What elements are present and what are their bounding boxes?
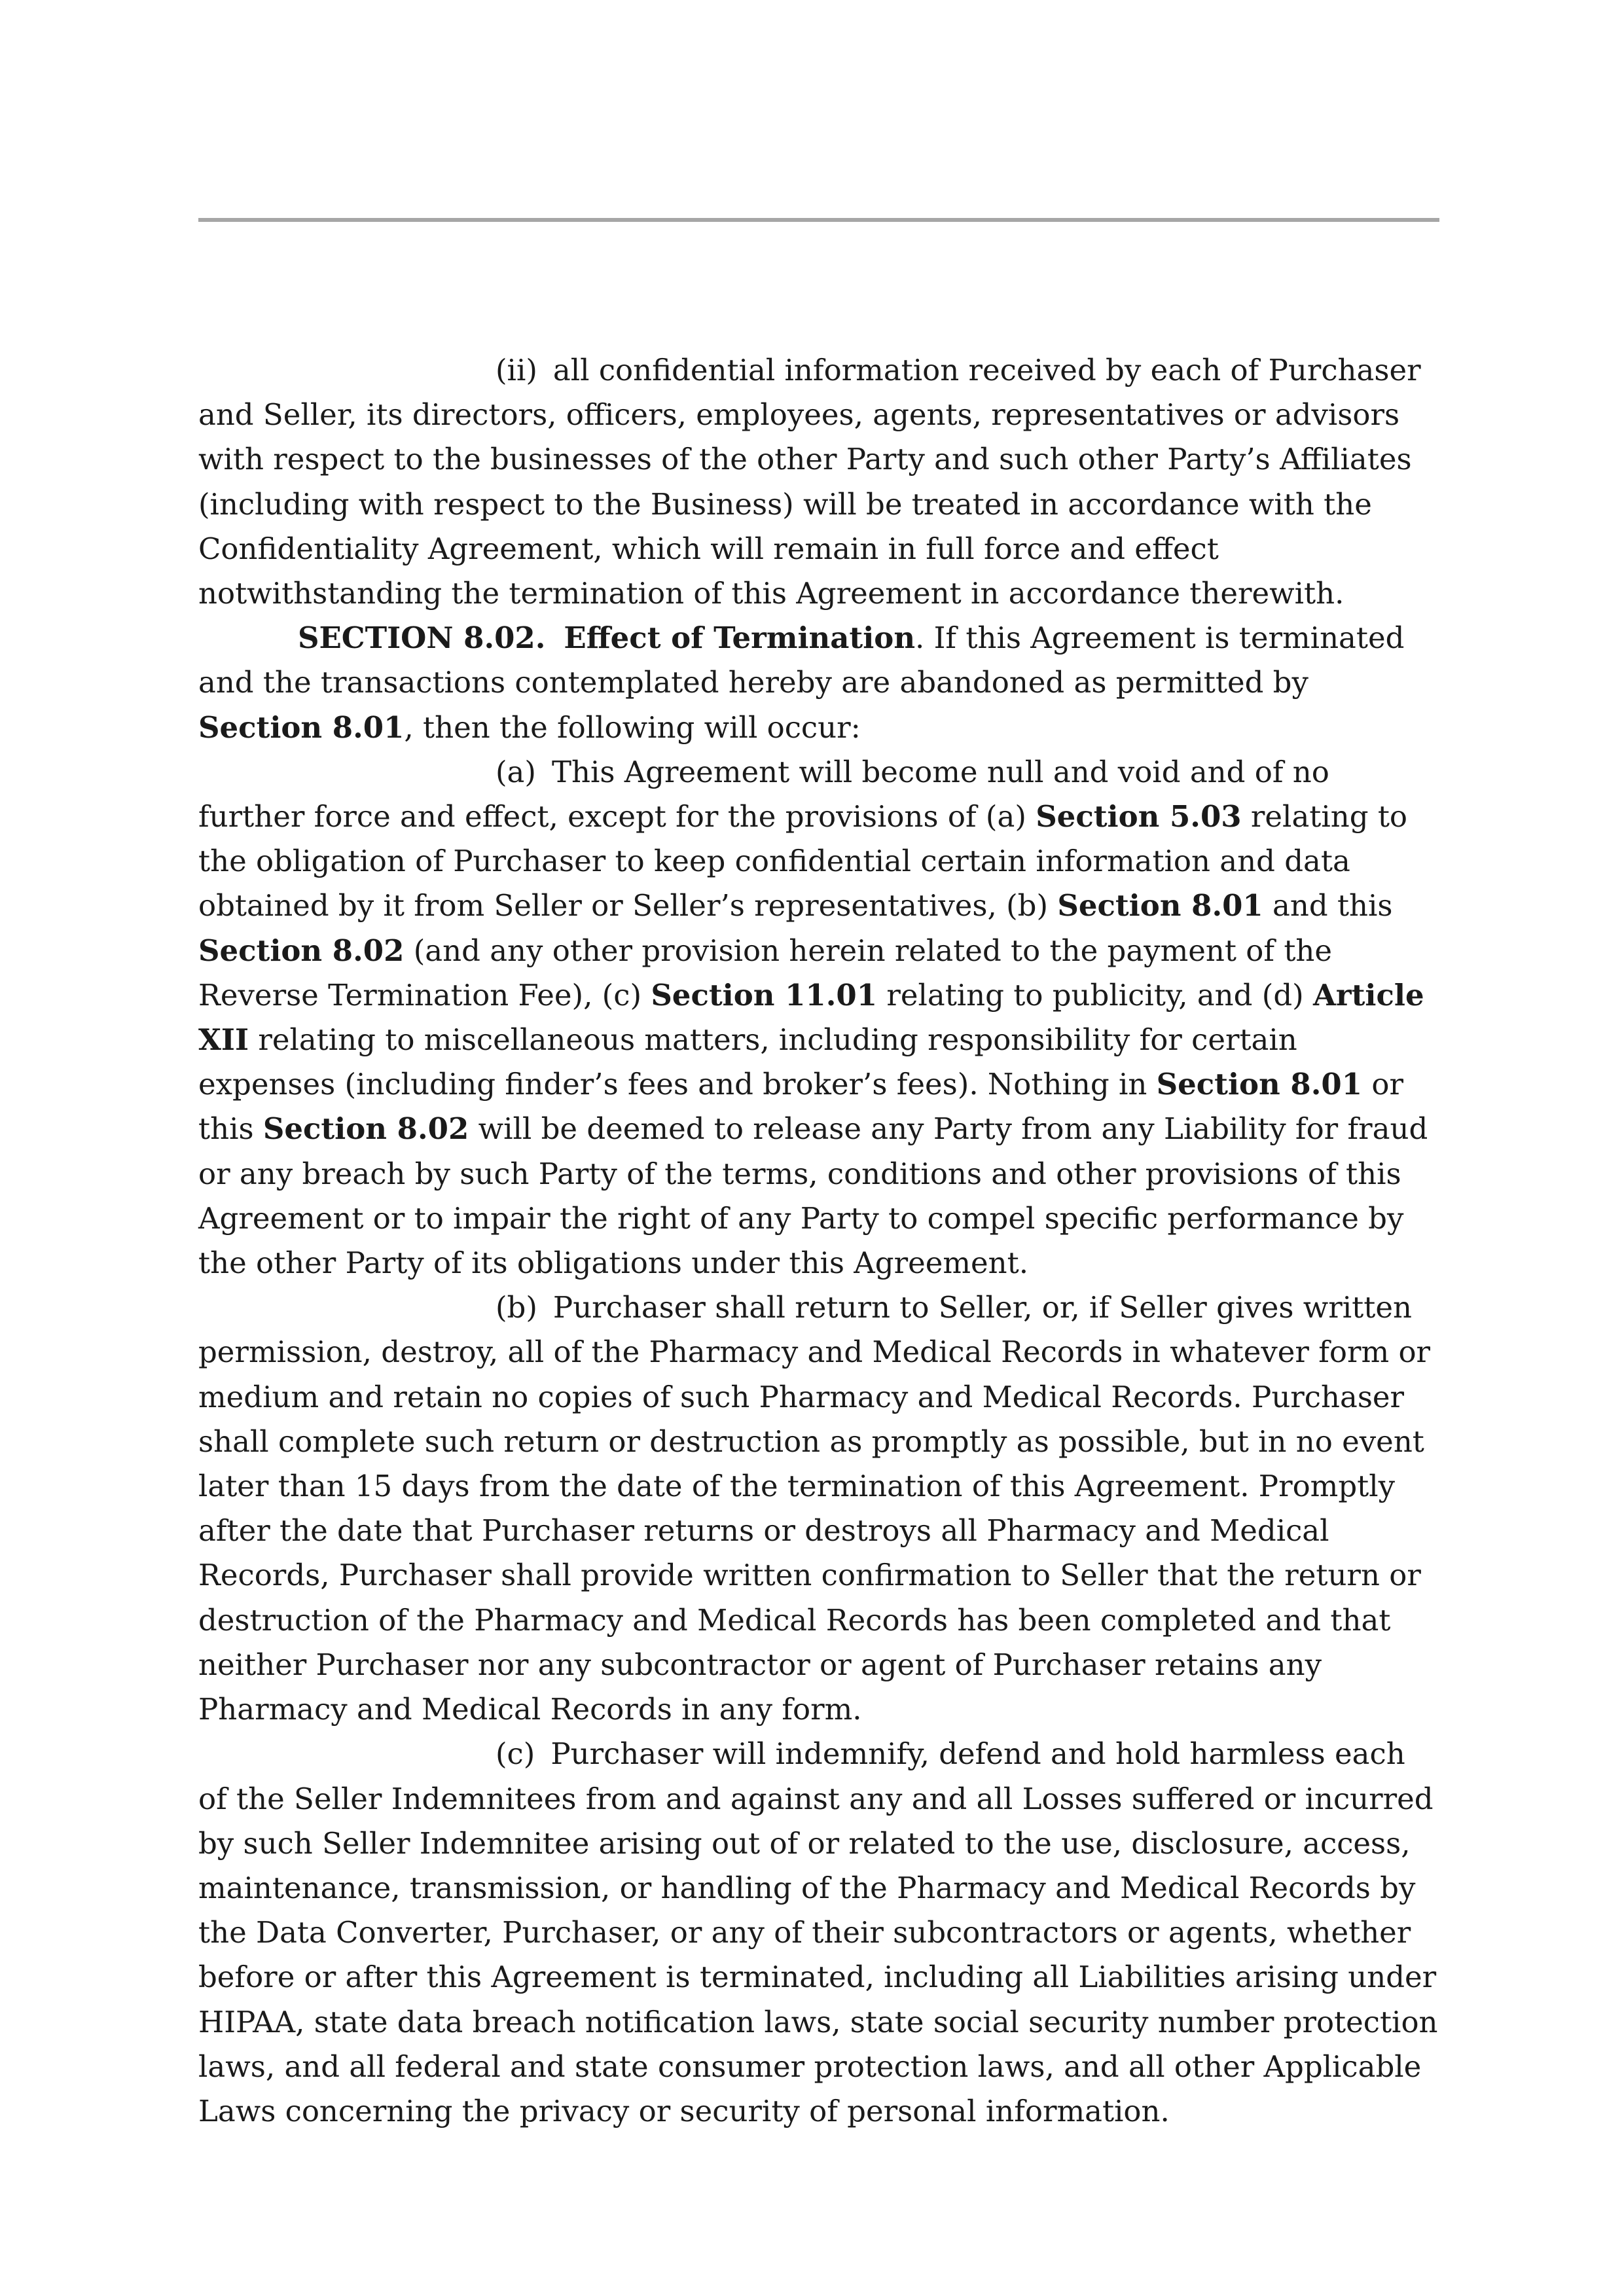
clause-b-paragraph <box>198 1285 1439 1732</box>
clause-text: This Agreement will become null and void and of no further force and effect, except for the provisions of (a) <box>198 754 1329 834</box>
section-intro-text: . If this Agreement is terminated and the transactions contemplated hereby are abandoned as permitted by <box>198 620 1405 700</box>
clause-c-paragraph <box>198 1732 1439 2134</box>
section-title: Effect of Termination <box>564 620 916 656</box>
clause-text: relating to the obligation of Purchaser to keep confidential certain information and data obtained by it from Seller or Seller’s representatives, (b) <box>198 799 1408 924</box>
section-reference: Section 11.01 <box>651 977 878 1013</box>
clause-text: or this <box>198 1067 1403 1147</box>
section-number: SECTION 8.02. <box>298 620 546 656</box>
section-reference: Section 8.01 <box>198 709 405 745</box>
clause-text: Purchaser will indemnify, defend and hold harmless each of the Seller Indemnitees from and against any and all Losses suffered or incurred by such Seller Indemnitee arising out of or related to the use, disclosure, access, maintenance, transmission, or handling of the Pharmacy and Medical Records by the Data Converter, Purchaser, or any of their subcontractors or agents, whether before or after this Agreement is terminated, including all Liabilities arising under HIPAA, state data breach notification laws, state social security number protection laws, and all federal and state consumer protection laws, and all other Applicable Laws concerning the privacy or security of personal information. <box>198 1736 1438 2128</box>
clause-marker: (b) <box>496 1290 537 1325</box>
section-reference: Section 8.02 <box>262 1111 469 1147</box>
article-reference: Article XII <box>198 977 1424 1058</box>
document-body <box>198 348 1439 2134</box>
clause-ii-paragraph <box>198 348 1439 616</box>
section-reference: Section 8.01 <box>1057 888 1263 924</box>
clause-marker: (ii) <box>496 353 537 387</box>
clause-text: (and any other provision herein related to the payment of the Reverse Termination Fee), (c) <box>198 933 1333 1013</box>
clause-a-paragraph <box>198 750 1439 1285</box>
section-8-02-paragraph <box>198 616 1439 750</box>
section-reference: Section 8.02 <box>198 933 405 968</box>
section-reference: Section 8.01 <box>1156 1067 1363 1102</box>
header-rule <box>198 218 1439 222</box>
clause-marker: (c) <box>496 1736 535 1772</box>
section-intro-text: , then the following will occur: <box>404 709 861 745</box>
clause-text: will be deemed to release any Party from any Liability for fraud or any breach by such Party of the terms, conditions and other provisions of this Agreement or to impair the right of any Party to compel specific performance by the other Party of its obligations under this Agreement. <box>198 1111 1428 1281</box>
clause-text: relating to miscellaneous matters, including responsibility for certain expenses (including finder’s fees and broker’s fees). Nothing in <box>198 1022 1297 1102</box>
clause-text: all confidential information received by each of Purchaser and Seller, its directors, officers, employees, agents, representatives or advisors with respect to the businesses of the other Party and such other Party’s Affiliates (including with respect to the Business) will be treated in accordance with the Confidentiality Agreement, which will remain in full force and effect notwithstanding the termination of this Agreement in accordance therewith. <box>198 353 1421 611</box>
clause-text: Purchaser shall return to Seller, or, if Seller gives written permission, destroy, all of the Pharmacy and Medical Records in whatever form or medium and retain no copies of such Pharmacy and Medical Records. Purchaser shall complete such return or destruction as promptly as possible, but in no event later than 15 days from the date of the termination of this Agreement. Promptly after the date that Purchaser returns or destroys all Pharmacy and Medical Records, Purchaser shall provide written confirmation to Seller that the return or destruction of the Pharmacy and Medical Records has been completed and that neither Purchaser nor any subcontractor or agent of Purchaser retains any Pharmacy and Medical Records in any form. <box>198 1290 1431 1727</box>
clause-marker: (a) <box>496 754 536 789</box>
section-reference: Section 5.03 <box>1036 799 1242 834</box>
clause-text: and this <box>1263 888 1393 924</box>
clause-text: relating to publicity, and (d) <box>877 977 1314 1013</box>
